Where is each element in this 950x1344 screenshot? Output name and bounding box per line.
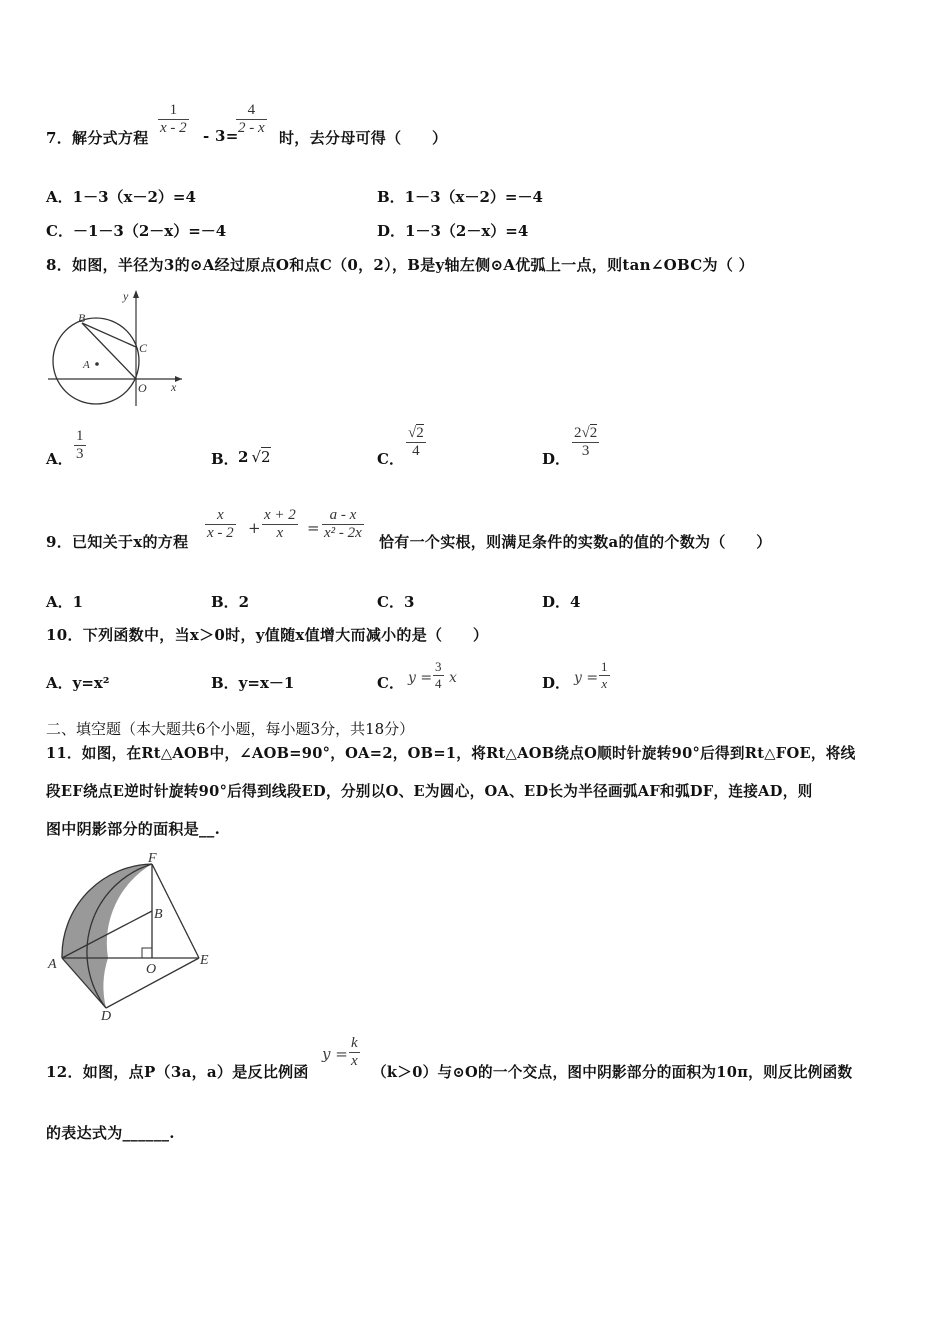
q10-option-c-x: x <box>449 670 457 686</box>
q11-label-a: A <box>48 957 57 972</box>
q10-option-d-fraction <box>599 659 610 692</box>
q8-label-o: O <box>138 381 147 395</box>
q9-option-b: B．2 <box>211 593 250 611</box>
q8-label-y: y <box>123 289 129 303</box>
q11-right-angle-mark <box>142 948 152 958</box>
q10-option-d-den: x <box>599 675 610 692</box>
q11-line-3: 图中阴影部分的面积是__. <box>46 820 221 838</box>
q10-option-c-y: y = <box>408 670 433 686</box>
q8-option-d-fraction <box>572 425 599 460</box>
q8-option-b-label: B． <box>211 450 239 468</box>
q11-label-o: O <box>146 962 157 977</box>
q8-option-c-den: 4 <box>406 442 426 460</box>
q7-option-d: D．1－3（2－x）=4 <box>377 222 529 240</box>
q9-option-a: A．1 <box>46 593 84 611</box>
q7-frac1-num: 1 <box>169 102 178 118</box>
q7-frac2-den: 2 - x <box>238 120 265 136</box>
q11-label-b: B <box>154 907 163 922</box>
q7-frac2-num: 4 <box>247 102 256 118</box>
q9-f1-den: x - 2 <box>207 525 234 541</box>
q8-label-c: C <box>139 341 148 355</box>
q8-figure <box>46 286 186 408</box>
q8-option-d-coef: 2 <box>574 425 582 441</box>
q11-line-1: 11．如图，在Rt△AOB中，∠AOB=90°，OA=2，OB=1，将Rt△AOB绕点O顺时针旋转90°后得到Rt△FOE，将线 <box>46 745 856 762</box>
q9-option-c: C．3 <box>377 593 415 611</box>
q9-f3-num: a - x <box>329 507 357 523</box>
q8-option-d-den: 3 <box>572 442 599 460</box>
q8-segment-bc <box>82 323 136 347</box>
q9-option-d: D．4 <box>542 593 581 611</box>
sqrt-icon: √ <box>251 448 261 466</box>
q7-fraction-2 <box>236 102 267 137</box>
q7-option-a: A．1－3（x－2）=4 <box>46 188 196 206</box>
q8-center-dot <box>95 362 99 366</box>
q8-option-d-radicand: 2 <box>589 425 598 441</box>
q8-label-b: B <box>78 311 86 325</box>
q11-line-2: 段EF绕点E逆时针旋转90°后得到线段ED，分别以O、E为圆心，OA、ED长为半径画弧AF和弧DF，连接AD，则 <box>46 783 813 800</box>
q10-option-c-num: 3 <box>435 659 442 674</box>
q8-circle-a <box>53 318 139 404</box>
q10-option-d-num: 1 <box>601 659 608 674</box>
section-2-title: 二、填空题（本大题共6个小题，每小题3分，共18分） <box>46 720 415 738</box>
q11-label-f: F <box>148 851 157 866</box>
q8-option-a-fraction <box>74 428 86 463</box>
q9-plus: + <box>248 519 261 537</box>
q10-option-d-label: D． <box>542 674 571 692</box>
q12-fraction <box>349 1035 360 1070</box>
q8-option-a-label: A． <box>46 450 73 468</box>
q9-fraction-3 <box>322 507 364 542</box>
q10-option-c-den: 4 <box>435 676 442 691</box>
q9-fraction-1 <box>205 507 236 542</box>
q9-equals: = <box>307 519 320 537</box>
q12-den: x <box>351 1053 358 1069</box>
q8-y-arrow <box>133 290 139 298</box>
q7-stem-b: 时，去分母可得（ ） <box>279 129 448 147</box>
q11-label-e: E <box>200 953 209 968</box>
q7-fraction-1 <box>158 102 189 137</box>
q9-f3-den: x² - 2x <box>324 525 362 541</box>
q7-option-c: C．－1－3（2－x）=－4 <box>46 222 227 240</box>
q12-stem-a: 12．如图，点P（3a，a）是反比例函 <box>46 1063 309 1081</box>
q8-option-a-num: 1 <box>76 428 84 444</box>
q10-option-a: A．y=x² <box>46 674 110 692</box>
q8-option-d-num <box>572 425 599 442</box>
q10-option-b: B．y=x－1 <box>211 674 295 692</box>
q10-option-c-fraction <box>433 659 444 692</box>
q11-shaded-upper <box>62 864 152 958</box>
q9-stem-b: 恰有一个实根，则满足条件的实数a的值的个数为（ ） <box>379 533 772 551</box>
q7-stem-a: 7．解分式方程 <box>46 129 149 147</box>
q8-option-b-coef: 2 <box>238 448 249 466</box>
q8-option-c-fraction <box>406 425 426 460</box>
q10-stem: 10．下列函数中，当x＞0时，y值随x值增大而减小的是（ ） <box>46 626 489 644</box>
q12-y: y = <box>322 1045 348 1063</box>
q7-option-b: B．1－3（x－2）=－4 <box>377 188 543 206</box>
q10-option-c-label: C． <box>377 674 404 692</box>
q12-num: k <box>351 1035 358 1051</box>
q7-frac1-den: x - 2 <box>160 120 187 136</box>
q9-fraction-2 <box>262 507 298 542</box>
q8-option-b-value <box>238 448 271 466</box>
q8-option-c-radicand: 2 <box>416 425 424 441</box>
q9-f1-num: x <box>216 507 224 523</box>
q12-stem-b: （k＞0）与⊙O的一个交点，图中阴影部分的面积为10π，则反比例函数 <box>372 1064 853 1081</box>
q8-option-c-num <box>406 425 426 442</box>
q11-label-d: D <box>101 1009 112 1022</box>
q12-line-2: 的表达式为______. <box>46 1124 175 1142</box>
q8-label-x: x <box>171 380 177 394</box>
q7-minus3: - 3= <box>203 127 239 145</box>
q8-stem: 8．如图，半径为3的⊙A经过原点O和点C（0，2），B是y轴左侧⊙A优弧上一点，则tan∠OBC为（ ） <box>46 256 754 274</box>
sqrt-icon: √ <box>408 425 417 441</box>
q10-option-d-y: y = <box>574 670 599 686</box>
sqrt-icon: √ <box>581 425 590 441</box>
q8-option-a-den: 3 <box>76 446 84 462</box>
q9-f2-num: x + 2 <box>264 507 296 523</box>
q9-f2-den: x <box>262 524 298 542</box>
q8-option-d-label: D． <box>542 450 571 468</box>
q11-figure <box>44 848 216 1022</box>
q8-option-c-label: C． <box>377 450 404 468</box>
q8-label-a: A <box>83 359 90 371</box>
q9-stem-a: 9．已知关于x的方程 <box>46 533 189 551</box>
q8-option-b-radicand: 2 <box>261 448 271 466</box>
